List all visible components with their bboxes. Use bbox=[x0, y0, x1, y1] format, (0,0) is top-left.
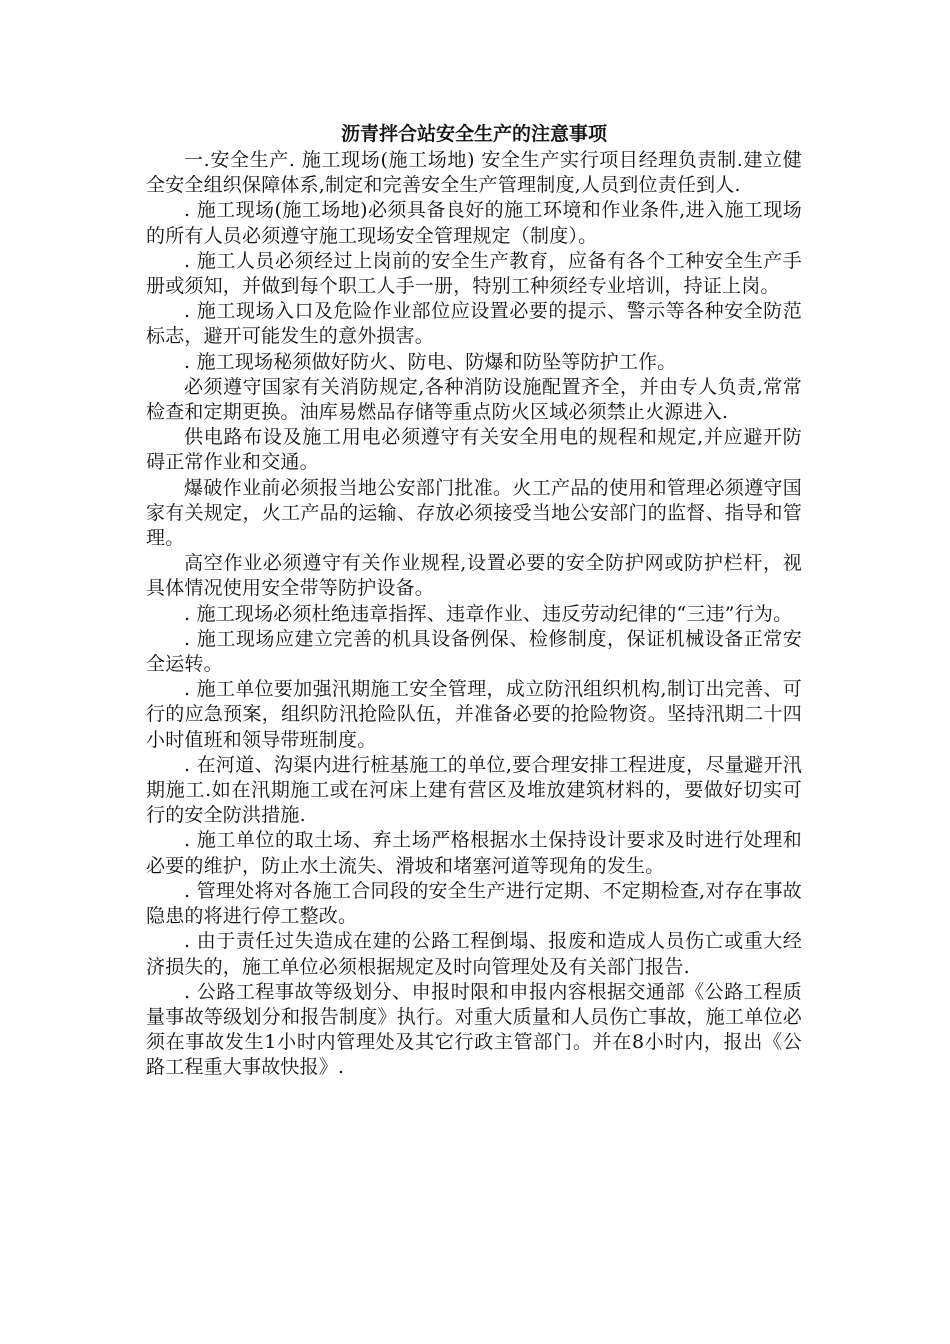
paragraph: . 公路工程事故等级划分、申报时限和申报内容根据交通部《公路工程质量事故等级划分和报告制度》执行。对重大质量和人员伤亡事故，施工单位必须在事故发生1小时内管理处及其它行政主管部门。并在8小时内，报出《公路工程重大事故快报》. bbox=[146, 980, 802, 1079]
paragraph: 高空作业必须遵守有关作业规程,设置必要的安全防护网或防护栏杆，视具体情况使用安全带等防护设备。 bbox=[146, 552, 802, 600]
paragraph: . 管理处将对各施工合同段的安全生产进行定期、不定期检查,对存在事故隐患的将进行停工整改。 bbox=[146, 879, 802, 928]
document-body bbox=[146, 148, 802, 1081]
paragraph: . 施工现场(施工场地)必须具备良好的施工环境和作业条件,进入施工现场的所有人员必须遵守施工现场安全管理规定（制度）。 bbox=[146, 199, 802, 247]
paragraph: . 施工单位要加强汛期施工安全管理，成立防汛组织机构,制订出完善、可行的应急预案，组织防汛抢险队伍，并准备必要的抢险物资。坚持汛期二十四小时值班和领导带班制度。 bbox=[146, 678, 802, 751]
paragraph: 供电路布设及施工用电必须遵守有关安全用电的规程和规定,并应避开防碍正常作业和交通。 bbox=[146, 426, 802, 474]
paragraph: 爆破作业前必须报当地公安部门批准。火工产品的使用和管理必须遵守国家有关规定，火工产品的运输、存放必须接受当地公安部门的监督、指导和管理。 bbox=[146, 476, 802, 550]
paragraph: . 施工人员必须经过上岗前的安全生产教育，应备有各个工种安全生产手册或须知，并做到每个职工人手一册，特别工种须经专业培训，持证上岗。 bbox=[146, 249, 802, 298]
paragraph: . 在河道、沟渠内进行桩基施工的单位,要合理安排工程进度，尽量避开汛期施工.如在汛期施工或在河床上建有营区及堆放建筑材料的，要做好切实可行的安全防洪措施. bbox=[146, 753, 802, 827]
paragraph: 一.安全生产. 施工现场(施工场地) 安全生产实行项目经理负责制.建立健全安全组织保障体系,制定和完善安全生产管理制度,人员到位责任到人. bbox=[146, 149, 802, 197]
paragraph: . 施工现场秘须做好防火、防电、防爆和防坠等防护工作。 bbox=[184, 350, 677, 373]
paragraph: . 施工现场应建立完善的机具设备例保、检修制度，保证机械设备正常安全运转。 bbox=[146, 627, 802, 676]
document-page bbox=[146, 120, 802, 1081]
document-title: 沥青拌合站安全生产的注意事项 bbox=[340, 123, 607, 145]
paragraph: . 施工现场入口及危险作业部位应设置必要的提示、警示等各种安全防范标志，避开可能发生的意外损害。 bbox=[146, 300, 802, 348]
paragraph: . 由于责任过失造成在建的公路工程倒塌、报废和造成人员伤亡或重大经济损失的，施工单位必须根据规定及时向管理处及有关部门报告. bbox=[146, 930, 802, 978]
paragraph: 必须遵守国家有关消防规定,各种消防设施配置齐全，并由专人负责,常常检查和定期更换。油库易燃品存储等重点防火区域必须禁止火源进入. bbox=[146, 375, 802, 424]
paragraph: . 施工现场必须杜绝违章指挥、违章作业、违反劳动纪律的“三违”行为。 bbox=[184, 602, 793, 625]
paragraph: . 施工单位的取土场、弃土场严格根据水土保持设计要求及时进行处理和必要的维护，防止水土流失、滑坡和堵塞河道等现角的发生。 bbox=[146, 829, 802, 877]
